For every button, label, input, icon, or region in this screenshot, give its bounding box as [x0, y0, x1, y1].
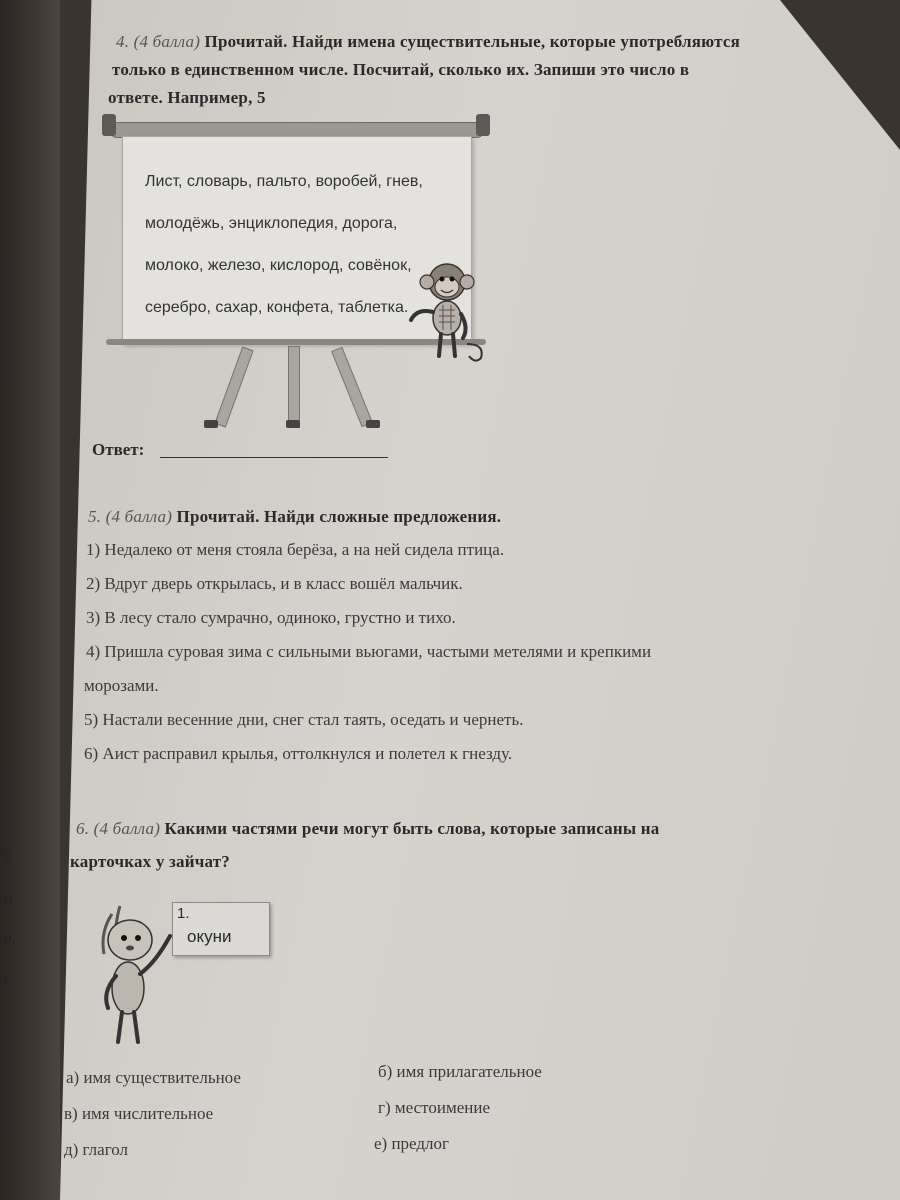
task5-heading	[88, 503, 501, 531]
answer-option-b: б) имя прилагательное	[378, 1062, 542, 1081]
easel-foot	[204, 420, 218, 428]
easel-illustration	[100, 110, 490, 430]
easel-leg	[214, 346, 253, 427]
easel-foot	[286, 420, 300, 428]
easel-rod-cap	[476, 114, 490, 136]
desk-corner	[780, 0, 900, 150]
easel-leg	[288, 346, 300, 428]
task5-text: Прочитай. Найди сложные предложения.	[176, 507, 502, 526]
task4-heading-line3: ответе. Например, 5	[108, 88, 266, 107]
easel-foot	[366, 420, 380, 428]
task5-sentence: 3) В лесу стало сумрачно, одиноко, грустно и тихо.	[86, 608, 456, 627]
task5-sentence: 6) Аист расправил крылья, оттолкнулся и полетел к гнезду.	[84, 744, 513, 763]
task4-text-1: Прочитай. Найди имена существительные, которые употребляются	[204, 32, 740, 51]
task5-sentence-continuation: морозами.	[84, 676, 159, 695]
task6-heading-line1	[76, 815, 659, 843]
task4-points: (4 балла)	[133, 32, 201, 51]
board-word-line: молодёжь, энциклопедия, дорога,	[145, 215, 398, 232]
card-number: 1.	[177, 905, 190, 922]
task5-sentence: 4) Пришла суровая зима с сильными вьюгами, частыми метелями и крепкими	[86, 642, 652, 661]
edge-mark: о,	[4, 930, 16, 947]
task4-heading-line1	[116, 28, 740, 56]
task6-text-1: Какими частями речи могут быть слова, которые записаны на	[164, 819, 660, 838]
task5-sentence: 1) Недалеко от меня стояла берёза, а на ней сидела птица.	[86, 540, 505, 559]
task4-heading-line2: только в единственном числе. Посчитай, сколько их. Запиши это число в	[112, 60, 690, 79]
easel-rod-cap	[102, 114, 116, 136]
board-word-line: серебро, сахар, конфета, таблетка.	[145, 299, 409, 316]
answer-option-g: г) местоимение	[378, 1098, 491, 1117]
card-word: окуни	[187, 927, 232, 946]
task5-sentence: 2) Вдруг дверь открылась, и в класс вошёл мальчик.	[86, 574, 463, 593]
easel-leg	[331, 347, 373, 428]
task4-number: 4.	[116, 32, 130, 51]
board-word-line: молоко, железо, кислород, совёнок,	[145, 257, 412, 274]
answer-option-v: в) имя числительное	[64, 1104, 214, 1123]
answer-option-d: д) глагол	[64, 1140, 129, 1159]
task4-answer-field[interactable]	[160, 457, 388, 458]
edge-mark: 5	[4, 850, 12, 867]
answer-option-a: а) имя существительное	[66, 1068, 241, 1087]
task6-number: 6.	[76, 819, 90, 838]
task6-heading-line2: карточках у зайчат?	[70, 852, 231, 871]
task5-number: 5.	[88, 507, 102, 526]
board-word-line: Лист, словарь, пальто, воробей, гнев,	[145, 173, 423, 190]
monkey-icon	[405, 260, 495, 370]
word-card	[172, 902, 270, 956]
task5-sentence: 5) Настали весенние дни, снег стал таять, оседать и чернеть.	[84, 710, 524, 729]
answer-option-e: е) предлог	[374, 1134, 449, 1153]
task5-points: (4 балла)	[105, 507, 173, 526]
edge-mark: г	[4, 968, 11, 985]
edge-mark: н	[4, 892, 13, 909]
task6-points: (4 балла)	[93, 819, 161, 838]
task4-answer-label: Ответ:	[92, 440, 145, 459]
